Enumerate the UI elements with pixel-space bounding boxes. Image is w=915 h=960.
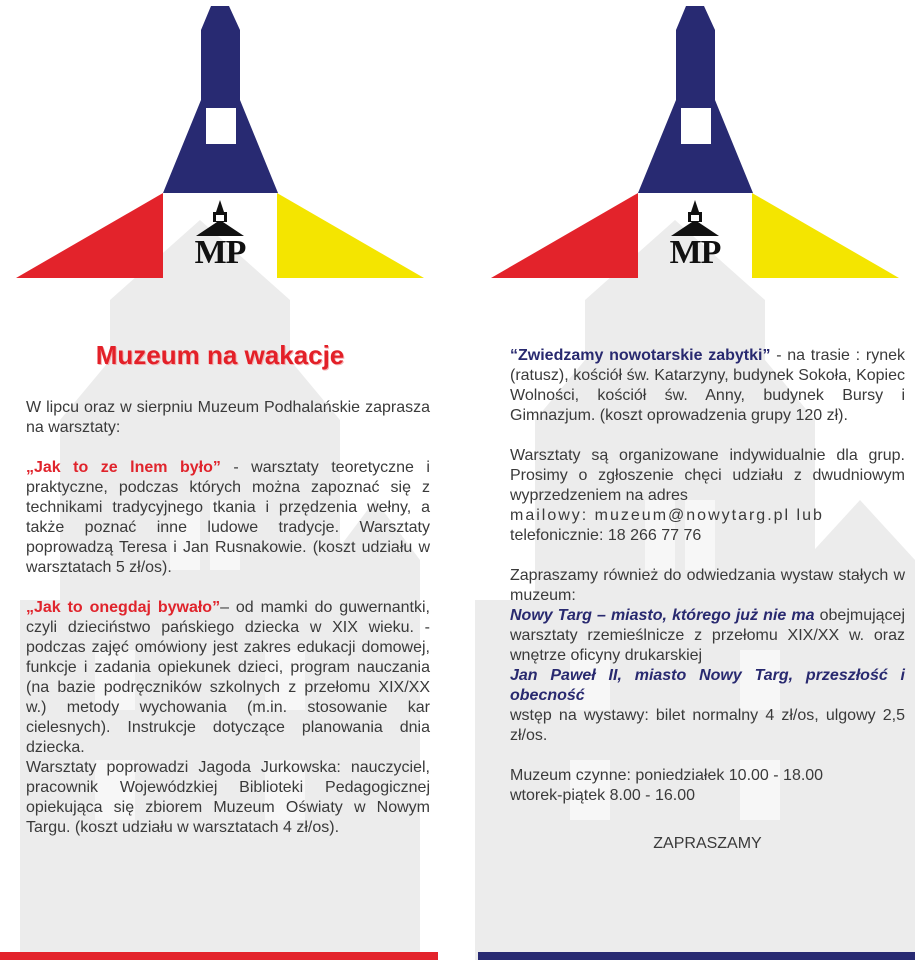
mp-logo	[655, 200, 735, 271]
exhibitions-intro: Zapraszamy również do odwiedzania wystaw stałych w muzeum:	[510, 567, 905, 604]
workshop-2-leader: Warsztaty poprowadzi Jagoda Jurkowska: nauczyciel, pracownik Wojewódzkiej Biblioteki Pedagogicznej opiekująca się zbiorem Muzeum Oświaty w Nowym Targu. (koszt udziału w warsztatach 4 zł/os).	[26, 759, 430, 836]
workshop-2-text: – od mamki do guwernantki, czyli dzieciństwo pańskiego dziecka w XIX wieku. - podczas zajęć omówiony jest zakres edukacji domowej, funkcje i zadania opiekunek dzieci, program nauczania (na bazie podręczników szkolnych z przełomu XIX/XX w.) metody wychowania (m.in. stosowanie kar cielesnych). Instrukcje dotyczące planowania dnia dziecka.	[26, 599, 431, 756]
right-leaflet-panel	[475, 0, 915, 960]
logo-text: MP	[669, 234, 721, 271]
tour-text: - na trasie : rynek (ratusz), kościół św. Katarzyny, budynek Sokoła, Kopiec Wolności, kościół św. Anny, budynek Bursy i Gimnazjum. (koszt oprowadzenia grupy 120 zł).	[510, 347, 905, 424]
exhibition-1-text: obejmującej warsztaty rzemieślnicze z przełomu XIX/XX w. oraz wnętrze oficyny drukarskiej	[510, 607, 905, 664]
exhibition-1-title: Nowy Targ – miasto, którego już nie ma	[510, 607, 815, 624]
intro-text: W lipcu oraz w sierpniu Muzeum Podhalańskie zaprasza na warsztaty:	[26, 399, 430, 436]
hours-line-1: Muzeum czynne: poniedziałek 10.00 - 18.00	[510, 767, 824, 784]
exhibition-1	[510, 606, 905, 666]
bottom-bar-navy	[478, 952, 915, 960]
tour-paragraph	[510, 346, 905, 426]
phone-line: telefonicznie: 18 266 77 76	[510, 527, 702, 544]
yellow-triangle	[752, 193, 899, 278]
email-line: mailowy: muzeum@nowytarg.pl lub	[510, 507, 824, 524]
bottom-bar-red	[0, 952, 438, 960]
logo-text: MP	[194, 234, 246, 271]
hours-line-2: wtorek-piątek 8.00 - 16.00	[510, 787, 695, 804]
tour-title: “Zwiedzamy nowotarskie zabytki”	[510, 347, 771, 364]
tower-shape	[163, 6, 278, 193]
tickets-text: wstęp na wystawy: bilet normalny 4 zł/os, ulgowy 2,5 zł/os.	[510, 707, 905, 744]
workshop-1	[26, 458, 430, 578]
workshop-1-text: - warsztaty teoretyczne i praktyczne, podczas których można zapoznać się z technikami tradycyjnego tkania i przędzenia wełny, a także poznać inne ludowe tradycje. Warsztaty poprowadzą Teresa i Jan Rusnakowie. (koszt udziału w warsztatach 5 zł/os).	[26, 459, 430, 576]
exhibition-2-title: Jan Paweł II, miasto Nowy Targ, przeszłość i obecność	[510, 667, 905, 704]
red-triangle	[491, 193, 638, 278]
red-triangle	[16, 193, 163, 278]
workshop-2	[26, 598, 430, 758]
right-content	[510, 346, 905, 854]
page-title: Muzeum na wakacje	[95, 340, 345, 370]
tower-shape	[638, 6, 753, 193]
left-content	[26, 398, 430, 838]
workshop-1-title: „Jak to ze lnem było”	[26, 459, 221, 476]
mp-logo	[180, 200, 260, 271]
left-leaflet-panel	[0, 0, 440, 960]
organize-text: Warsztaty są organizowane indywidualnie dla grup. Prosimy o zgłoszenie chęci udziału z dwudniowym wyprzedzeniem na adres	[510, 447, 905, 504]
workshop-2-title: „Jak to onegdaj bywało”	[26, 599, 221, 616]
closing-text: ZAPRASZAMY	[653, 835, 762, 852]
yellow-triangle	[277, 193, 424, 278]
